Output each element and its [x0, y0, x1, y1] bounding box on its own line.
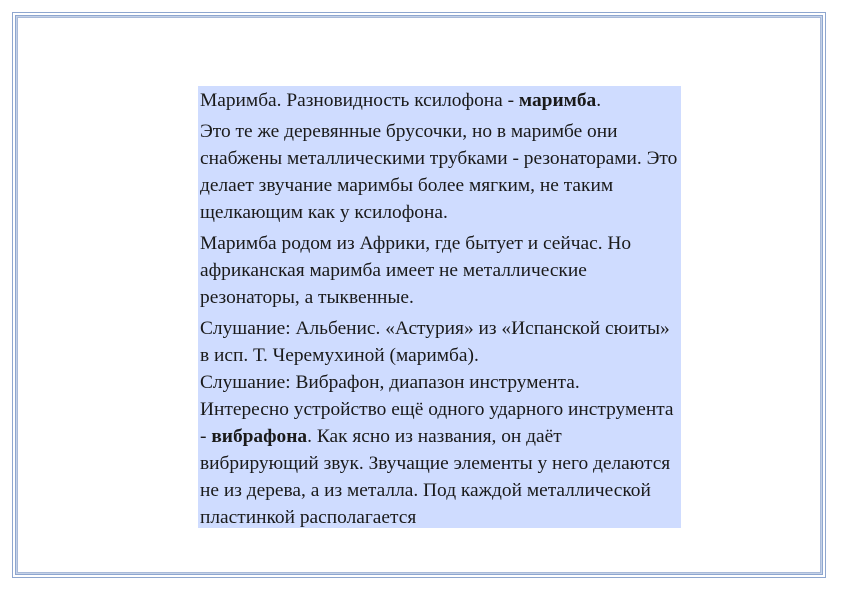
paragraph-listening-albeniz: Слушание: Альбенис. «Астурия» из «Испанской сюиты» в исп. Т. Черемухиной (маримба).: [200, 318, 670, 366]
paragraph-text: Интересно устройство ещё одного ударного инструмента -: [200, 399, 674, 447]
bold-term-marimba: маримба: [518, 90, 597, 111]
slide-text-box: [198, 86, 681, 528]
paragraph-text: Маримба. Разновидность ксилофона -: [200, 90, 519, 111]
paragraph-listening-vibraphone: Слушание: Вибрафон, диапазон инструмента.: [200, 372, 580, 393]
paragraph-text: . Как ясно из названия, он даёт вибрирующий звук. Звучащие элементы у него делаются не из дерева, а из металла. Под каждой металлической пластинкой располагается: [200, 426, 671, 528]
paragraph-marimba-description: Это те же деревянные брусочки, но в маримбе они снабжены металлическими трубками - резонаторами. Это делает звучание маримбы более мягким, не таким щелкающим как у ксилофона.: [200, 121, 678, 223]
bold-term-vibraphone: вибрафона: [211, 426, 308, 447]
paragraph-marimba-origin: Маримба родом из Африки, где бытует и сейчас. Но африканская маримба имеет не металлические резонаторы, а тыквенные.: [200, 233, 632, 308]
paragraph-vibraphone-description: [200, 396, 679, 528]
paragraph-text: .: [596, 90, 602, 111]
paragraph-marimba-title: [200, 87, 679, 114]
